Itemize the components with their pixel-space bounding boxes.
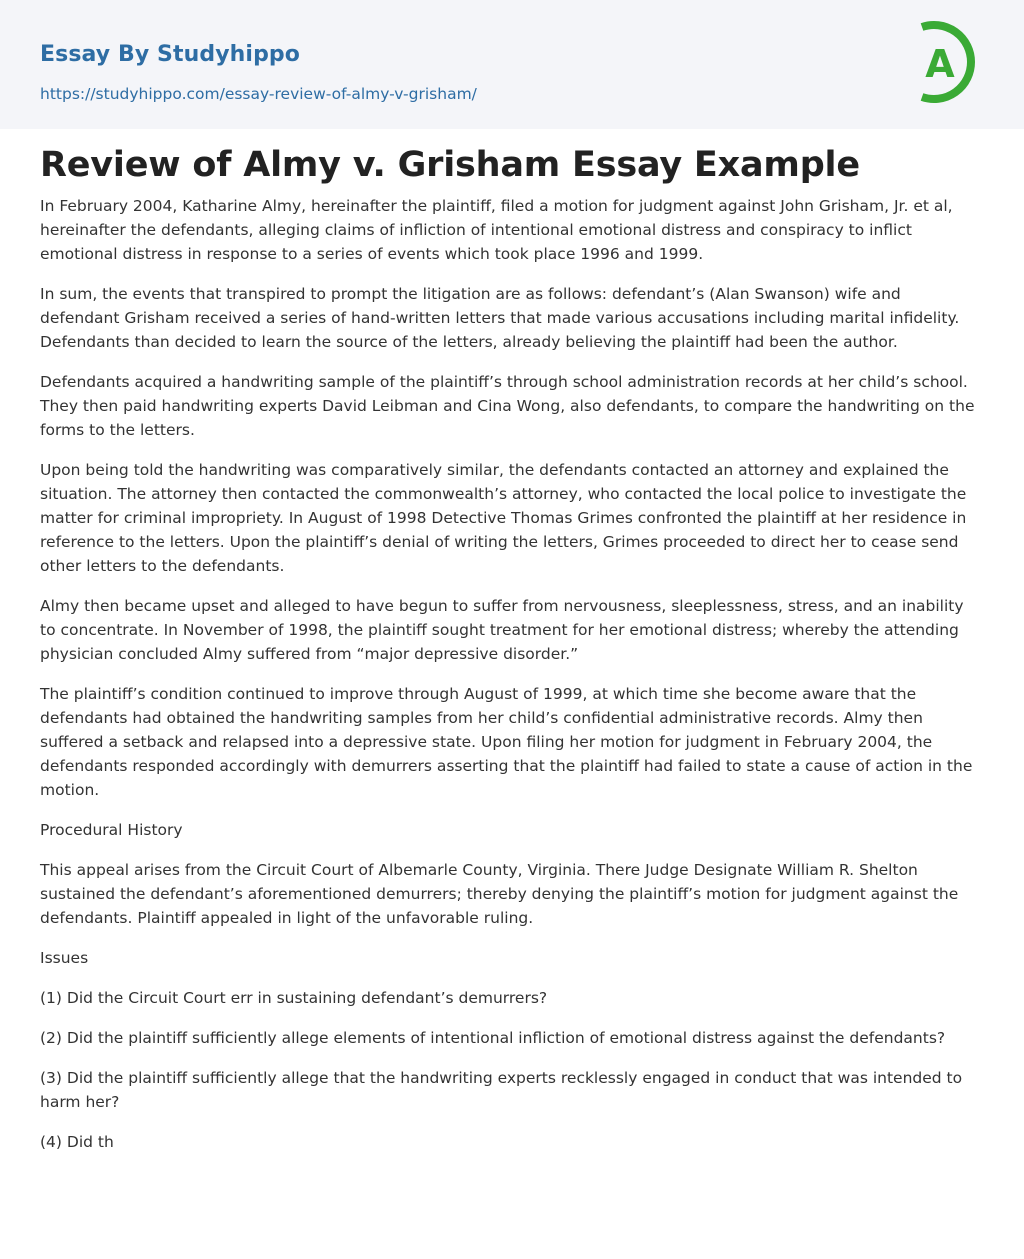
issue-item: (2) Did the plaintiff sufficiently allege elements of intentional infliction of emotional distress against the defendants? [40, 1029, 946, 1047]
site-brand[interactable]: Essay By Studyhippo [40, 42, 300, 67]
studyhippo-logo-icon[interactable] [906, 19, 986, 105]
page-title: Review of Almy v. Grisham Essay Example [40, 145, 860, 185]
paragraph: Defendants acquired a handwriting sample of the plaintiff’s through school administration records at her child’s school. They then paid handwriting experts David Leibman and Cina Wong, also defendants, to compare the handwriting on the forms to the letters. [40, 373, 975, 439]
essay-body [40, 194, 984, 1170]
section-heading: Procedural History [40, 821, 183, 839]
issue-item: (3) Did the plaintiff sufficiently allege that the handwriting experts recklessly engaged in conduct that was intended to harm her? [40, 1069, 963, 1111]
page-url-link[interactable]: https://studyhippo.com/essay-review-of-almy-v-grisham/ [40, 85, 477, 103]
issue-item: (1) Did the Circuit Court err in sustaining defendant’s demurrers? [40, 989, 548, 1007]
paragraph: Upon being told the handwriting was comparatively similar, the defendants contacted an attorney and explained the situation. The attorney then contacted the commonwealth’s attorney, who contacted the local police to investigate the matter for criminal impropriety. In August of 1998 Detective Thomas Grimes confronted the plaintiff at her residence in reference to the letters. Upon the plaintiff’s denial of writing the letters, Grimes proceeded to direct her to cease send other letters to the defendants. [40, 461, 967, 575]
section-heading: Issues [40, 949, 89, 967]
issue-item: (4) Did th [40, 1133, 114, 1151]
site-header [0, 0, 1024, 129]
logo-letter: A [925, 42, 955, 86]
paragraph: The plaintiff’s condition continued to improve through August of 1999, at which time she become aware that the defendants had obtained the handwriting samples from her child’s confidential administrative records. Almy then suffered a setback and relapsed into a depressive state. Upon filing her motion for judgment in February 2004, the defendants responded accordingly with demurrers asserting that the plaintiff had failed to state a cause of action in the motion. [40, 685, 973, 799]
paragraph: In sum, the events that transpired to prompt the litigation are as follows: defendant’s (Alan Swanson) wife and defendant Grisham received a series of hand-written letters that made various accusations including marital infidelity. Defendants than decided to learn the source of the letters, already believing the plaintiff had been the author. [40, 285, 960, 351]
paragraph: Almy then became upset and alleged to have begun to suffer from nervousness, sleeplessness, stress, and an inability to concentrate. In November of 1998, the plaintiff sought treatment for her emotional distress; whereby the attending physician concluded Almy suffered from “major depressive disorder.” [40, 597, 964, 663]
paragraph: This appeal arises from the Circuit Court of Albemarle County, Virginia. There Judge Designate William R. Shelton sustained the defendant’s aforementioned demurrers; thereby denying the plaintiff’s motion for judgment against the defendants. Plaintiff appealed in light of the unfavorable ruling. [40, 861, 959, 927]
paragraph: In February 2004, Katharine Almy, hereinafter the plaintiff, filed a motion for judgment against John Grisham, Jr. et al, hereinafter the defendants, alleging claims of infliction of intentional emotional distress and conspiracy to inflict emotional distress in response to a series of events which took place 1996 and 1999. [40, 197, 953, 263]
